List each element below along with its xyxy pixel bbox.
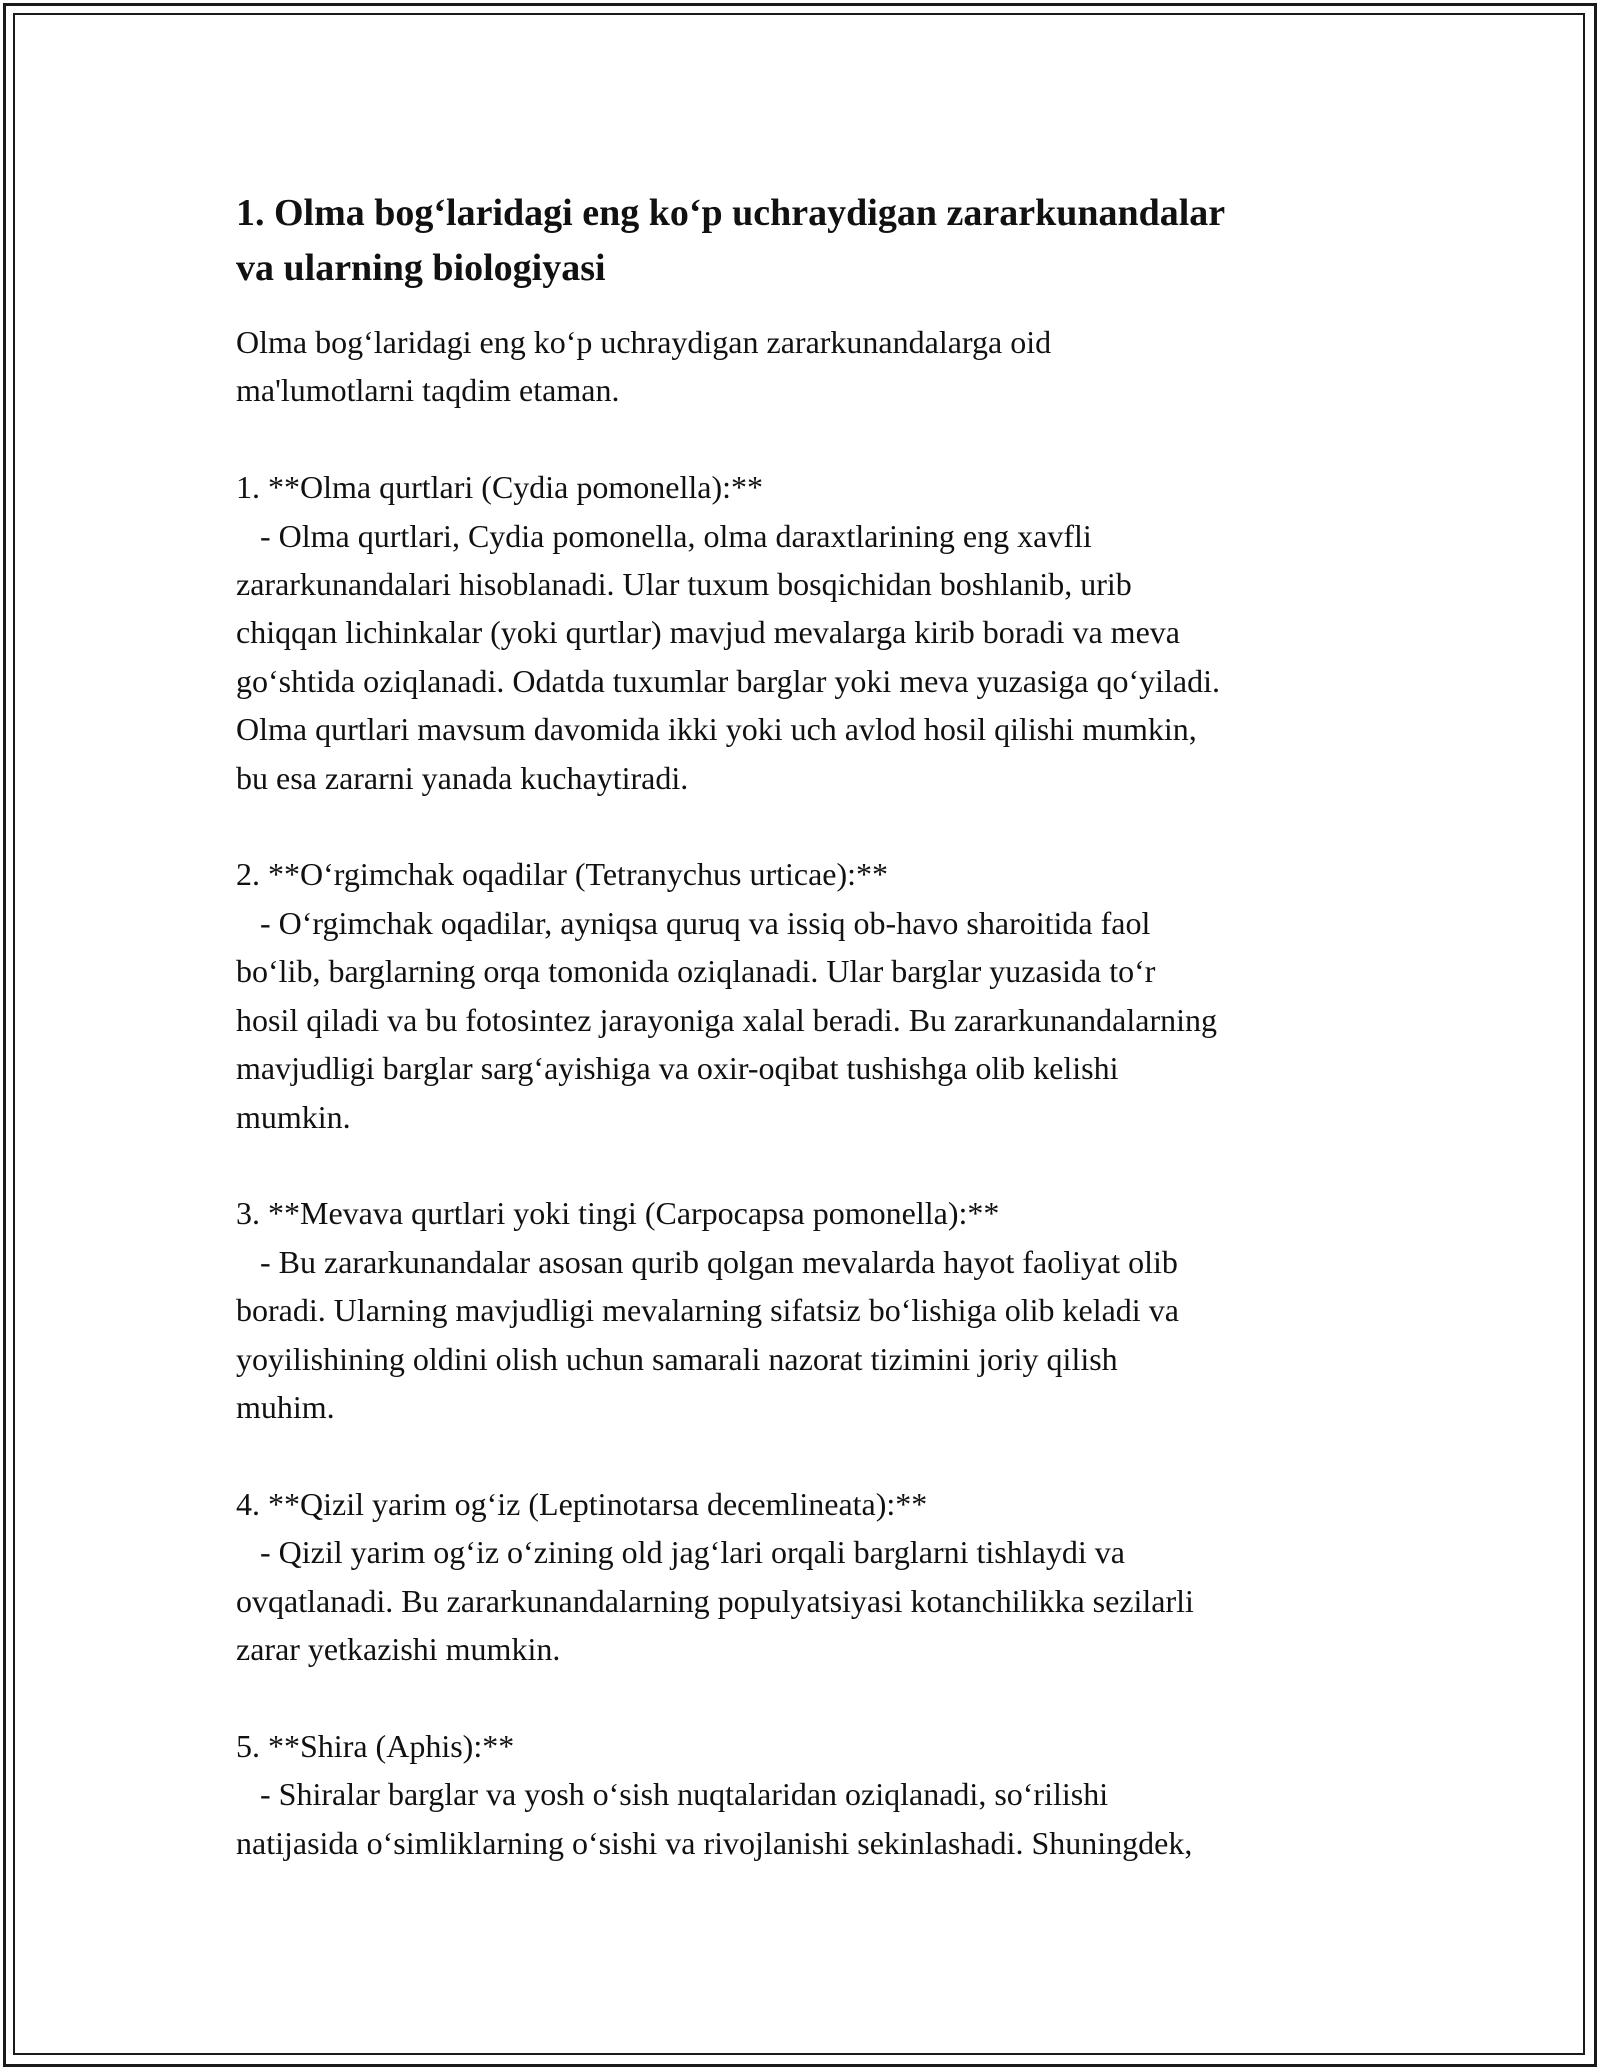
document-title: 1. Olma bog‘laridagi eng ko‘p uchraydigan zararkunandalar va ularning biologiyasi	[236, 192, 1226, 289]
document-body: Olma bog‘laridagi eng ko‘p uchraydigan zararkunandalarga oid ma'lumotlarni taqdim etaman. 1. **Olma qurtlari (Cydia pomonella):** - Olma qurtlari, Cydia pomonella, olma daraxtlarining eng xavfli zararkunandalari hisoblanadi. Ular tuxum bosqichidan boshlanib, urib chiqqan lichinkalar (yoki qurtlar) mavjud mevalarga kirib boradi va meva go‘shtida oziqlanadi. Odatda tuxumlar barglar yoki meva yuzasiga qo‘yiladi. Olma qurtlari mavsum davomida ikki yoki uch avlod hosil qilishi mumkin, bu esa zararni yanada kuchaytiradi. 2. **O‘rgimchak oqadilar (Tetranychus urticae):** - O‘rgimchak oqadilar, ayniqsa quruq va issiq ob-havo sharoitida faol bo‘lib, barglarning orqa tomonida oziqlanadi. Ular barglar yuzasida to‘r hosil qiladi va bu fotosintez jarayoniga xalal beradi. Bu zararkunandalarning mavjudligi barglar sarg‘ayishiga va oxir-oqibat tushishga olib kelishi mumkin. 3. **Mevava qurtlari yoki tingi (Carpocapsa pomonella):** - Bu zararkunandalar asosan qurib qolgan mevalarda hayot faoliyat olib boradi. Ularning mavjudligi mevalarning sifatsiz bo‘lishiga olib keladi va yoyilishining oldini olish uchun samarali nazorat tizimini joriy qilish muhim. 4. **Qizil yarim og‘iz (Leptinotarsa decemlineata):** - Qizil yarim og‘iz o‘zining old jag‘lari orqali barglarni tishlaydi va ovqatlanadi. Bu zararkunandalarning populyatsiyasi kotanchilikka sezilarli zarar yetkazishi mumkin. 5. **Shira (Aphis):** - Shiralar barglar va yosh o‘sish nuqtalaridan oziqlanadi, so‘rilishi natijasida o‘simliklarning o‘sishi va rivojlanishi sekinlashadi. Shuningdek,	[236, 324, 1221, 1861]
document-content	[236, 186, 1376, 1867]
